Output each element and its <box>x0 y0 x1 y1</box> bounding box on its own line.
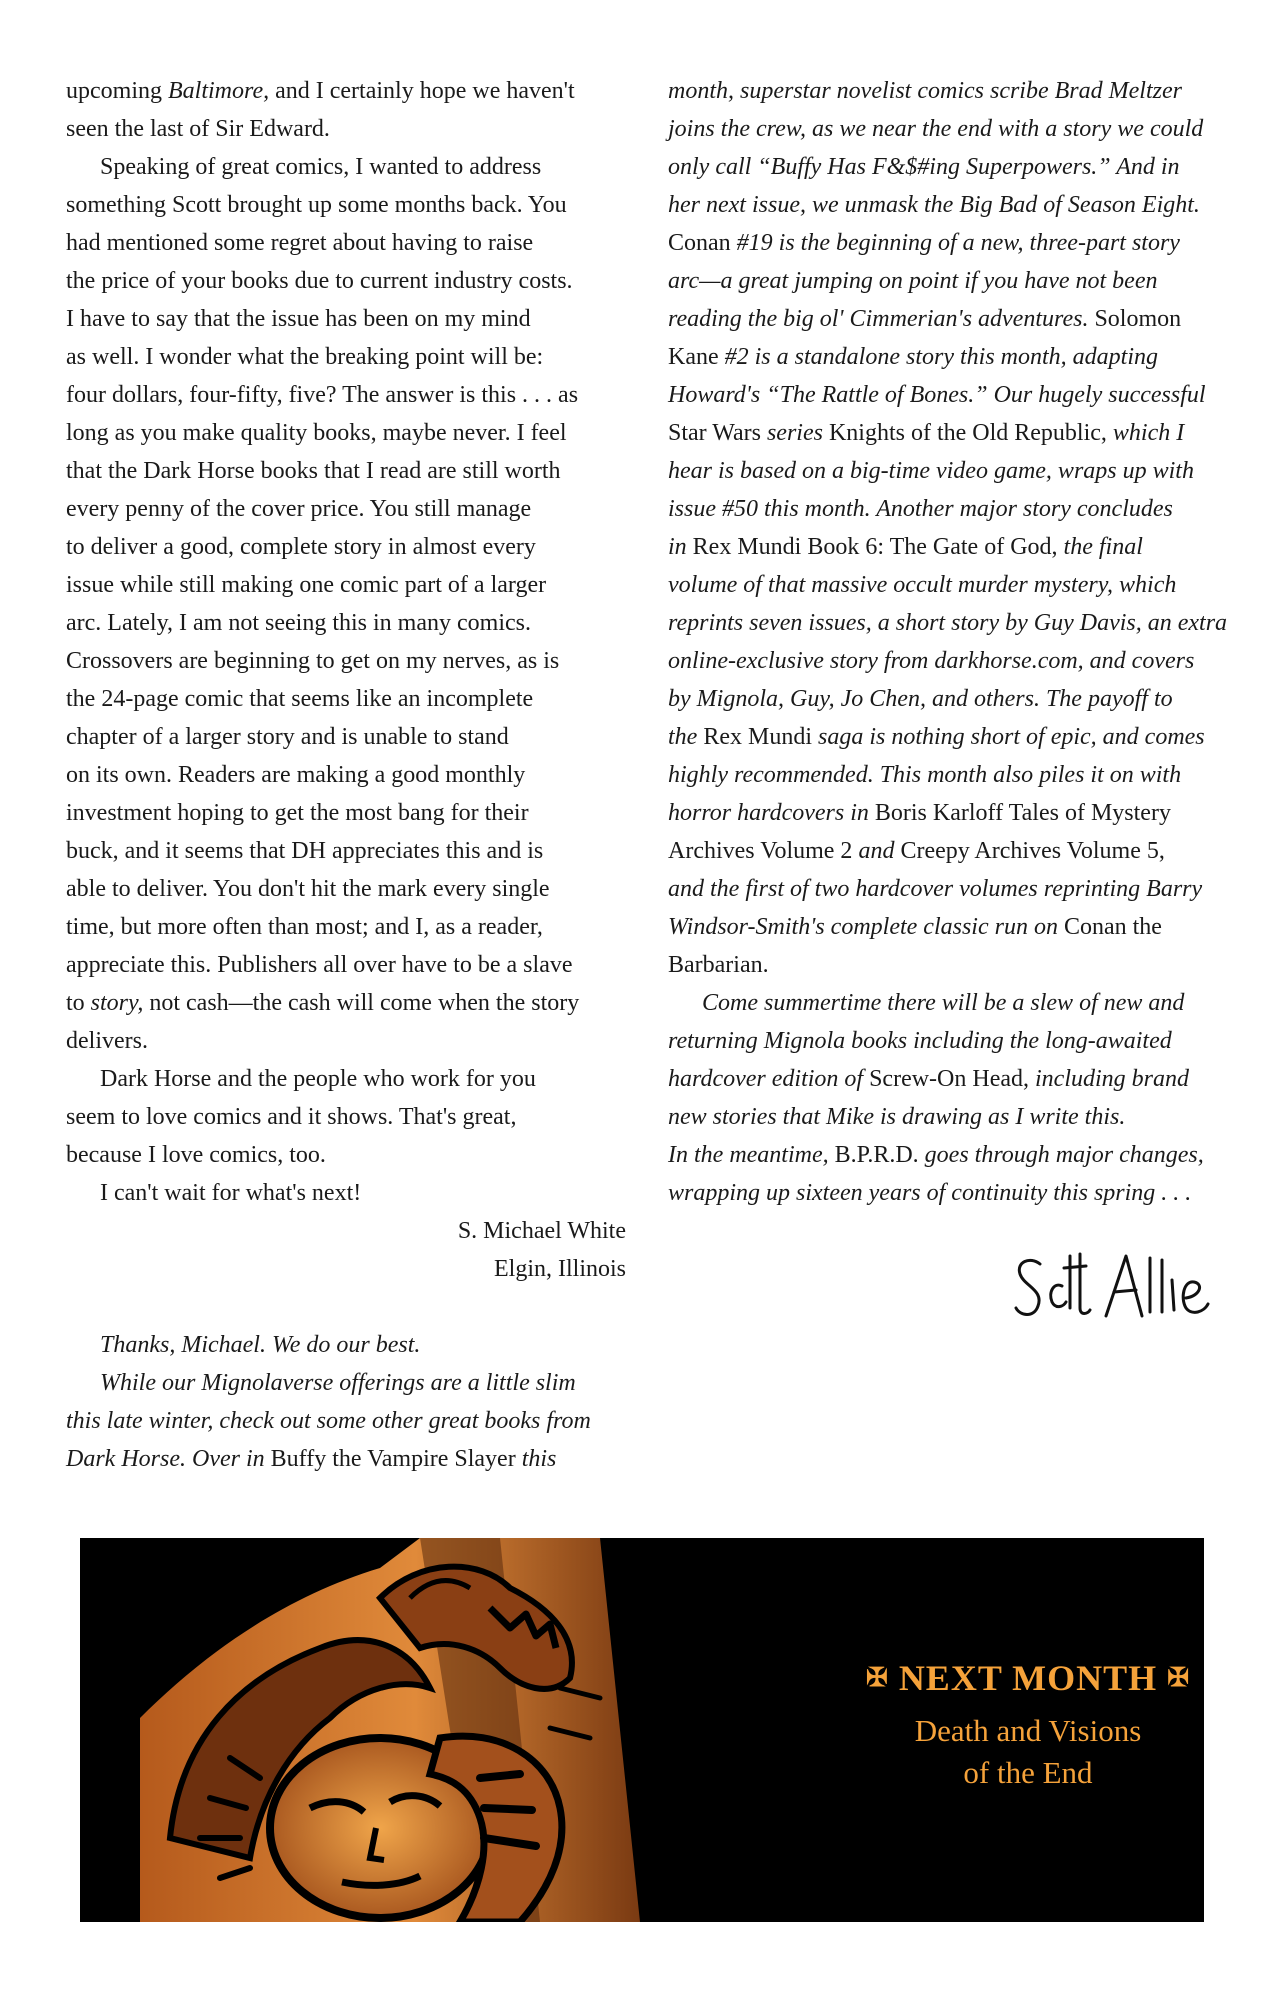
text-line: Kane #2 is a standalone story this month, adapting <box>668 344 1158 370</box>
author-location: Elgin, Illinois <box>494 1256 626 1282</box>
text-line: highly recommended. This month also piles it on with <box>668 762 1182 788</box>
text-line: Come summertime there will be a slew of new and <box>702 990 1185 1016</box>
text-line: Conan #19 is the beginning of a new, three-part story <box>668 230 1180 256</box>
text-line: Crossovers are beginning to get on my nerves, as is <box>66 648 560 674</box>
text-line: While our Mignolaverse offerings are a little slim <box>100 1370 576 1396</box>
text-line: and the first of two hardcover volumes reprinting Barry <box>668 876 1203 902</box>
text-line: delivers. <box>66 1028 148 1054</box>
text-line: buck, and it seems that DH appreciates this and is <box>66 838 544 864</box>
spacer <box>66 1288 626 1326</box>
text-line: Dark Horse and the people who work for you <box>100 1066 536 1092</box>
text-line: her next issue, we unmask the Big Bad of Season Eight. <box>668 192 1200 218</box>
text-line: reprints seven issues, a short story by Guy Davis, an extra <box>668 610 1228 636</box>
letter-paragraph-3 <box>66 1060 626 1174</box>
editor-signature <box>1010 1246 1230 1336</box>
text-line: seen the last of Sir Edward. <box>66 116 330 142</box>
text-line: reading the big ol' Cimmerian's adventures. Solomon <box>668 306 1182 332</box>
letter-closing: I can't wait for what's next! <box>100 1180 362 1206</box>
text-line: investment hoping to get the most bang for their <box>66 800 529 826</box>
text-line: issue #50 this month. Another major story concludes <box>668 496 1173 522</box>
text-line: every penny of the cover price. You still manage <box>66 496 532 522</box>
letter-paragraph-1 <box>66 72 626 148</box>
text-line: to deliver a good, complete story in almost every <box>66 534 536 560</box>
text-line: only call “Buffy Has F&$#ing Superpowers.” And in <box>668 154 1180 180</box>
text-line: to story, not cash—the cash will come when the story <box>66 990 580 1016</box>
text-line: Dark Horse. Over in Buffy the Vampire Slayer this <box>66 1446 557 1472</box>
next-month-panel <box>80 1538 1204 1922</box>
text-line: returning Mignola books including the long-awaited <box>668 1028 1172 1054</box>
text-line: something Scott brought up some months back. You <box>66 192 567 218</box>
text-line: month, superstar novelist comics scribe Brad Meltzer <box>668 78 1182 104</box>
text-line: Barbarian. <box>668 952 769 978</box>
editor-column <box>668 72 1228 1212</box>
text-line: seem to love comics and it shows. That's great, <box>66 1104 517 1130</box>
text-line: online-exclusive story from darkhorse.com, and covers <box>668 648 1195 674</box>
text-line: hardcover edition of Screw-On Head, including brand <box>668 1066 1190 1092</box>
text-line: the price of your books due to current industry costs. <box>66 268 573 294</box>
next-month-heading: ✠ NEXT MONTH ✠ <box>866 1658 1190 1698</box>
letter-signoff <box>66 1212 626 1288</box>
text-line: that the Dark Horse books that I read are still worth <box>66 458 561 484</box>
cross-ornament-icon: ✠ <box>866 1663 889 1692</box>
text-line: the 24-page comic that seems like an incomplete <box>66 686 534 712</box>
text-line: by Mignola, Guy, Jo Chen, and others. The payoff to <box>668 686 1173 712</box>
text-line: in Rex Mundi Book 6: The Gate of God, the final <box>668 534 1143 560</box>
text-line: able to deliver. You don't hit the mark every single <box>66 876 550 902</box>
text-line: hear is based on a big-time video game, wraps up with <box>668 458 1194 484</box>
editor-paragraph-1 <box>668 72 1228 984</box>
text-line: chapter of a larger story and is unable to stand <box>66 724 509 750</box>
text-line: arc—a great jumping on point if you have not been <box>668 268 1158 294</box>
text-line: horror hardcovers in Boris Karloff Tales of Mystery <box>668 800 1171 826</box>
text-line: had mentioned some regret about having to raise <box>66 230 534 256</box>
next-month-block <box>828 1656 1204 1794</box>
text-line: Speaking of great comics, I wanted to address <box>100 154 542 180</box>
text-line: because I love comics, too. <box>66 1142 326 1168</box>
text-line: the Rex Mundi saga is nothing short of epic, and comes <box>668 724 1205 750</box>
next-month-title: Death and Visions of the End <box>914 1713 1142 1790</box>
text-line: arc. Lately, I am not seeing this in many comics. <box>66 610 531 636</box>
text-line: upcoming Baltimore, and I certainly hope we haven't <box>66 78 575 104</box>
editor-paragraph-2 <box>668 984 1228 1212</box>
cross-ornament-icon: ✠ <box>1167 1663 1190 1692</box>
text-line: four dollars, four-fifty, five? The answer is this . . . as <box>66 382 579 408</box>
text-line: Star Wars series Knights of the Old Republic, which I <box>668 420 1185 446</box>
text-line: wrapping up sixteen years of continuity this spring . . . <box>668 1180 1192 1206</box>
text-line: Thanks, Michael. We do our best. <box>100 1332 421 1358</box>
text-line: joins the crew, as we near the end with a story we could <box>668 116 1204 142</box>
text-line: issue while still making one comic part of a larger <box>66 572 547 598</box>
text-line: Archives Volume 2 and Creepy Archives Volume 5, <box>668 838 1165 864</box>
author-name: S. Michael White <box>457 1218 626 1244</box>
text-line: In the meantime, B.P.R.D. goes through major changes, <box>668 1142 1204 1168</box>
text-line: as well. I wonder what the breaking point will be: <box>66 344 544 370</box>
letter-paragraph-2 <box>66 148 626 1060</box>
editor-reply <box>66 1326 626 1478</box>
text-line: new stories that Mike is drawing as I write this. <box>668 1104 1126 1130</box>
text-line: time, but more often than most; and I, as a reader, <box>66 914 543 940</box>
text-line: on its own. Readers are making a good monthly <box>66 762 526 788</box>
text-line: volume of that massive occult murder mystery, which <box>668 572 1177 598</box>
letter-column <box>66 72 626 1478</box>
text-line: Windsor-Smith's complete classic run on Conan the <box>668 914 1162 940</box>
text-line: this late winter, check out some other great books from <box>66 1408 591 1434</box>
text-line: I have to say that the issue has been on my mind <box>66 306 531 332</box>
text-line: appreciate this. Publishers all over have to be a slave <box>66 952 573 978</box>
text-line: Howard's “The Rattle of Bones.” Our hugely successful <box>668 382 1206 408</box>
text-line: long as you make quality books, maybe never. I feel <box>66 420 567 446</box>
